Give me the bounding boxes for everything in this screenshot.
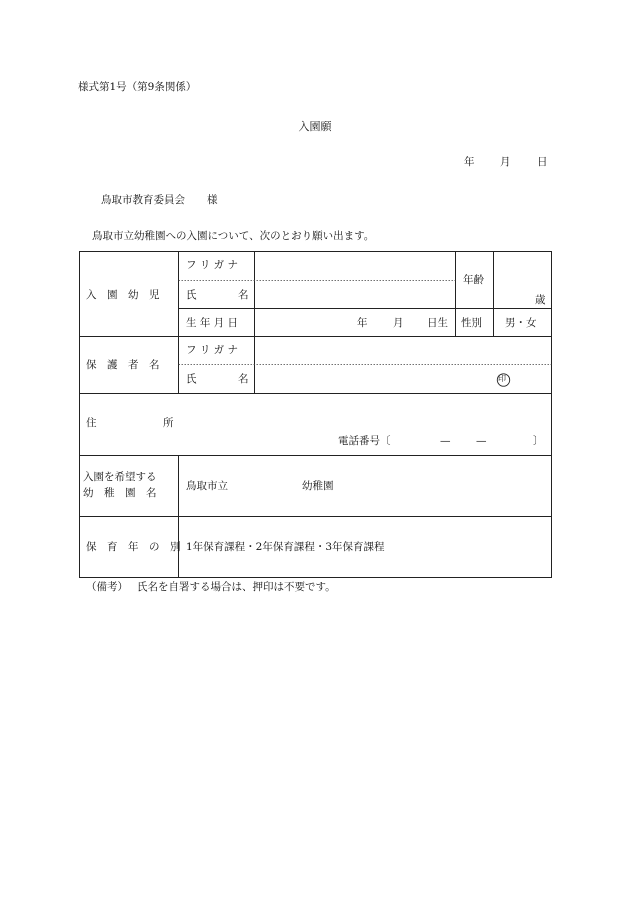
intro-text: 鳥取市立幼稚園への入園について、次のとおり願い出ます。 <box>92 230 375 242</box>
note-label: （備考） <box>86 581 128 593</box>
date-month-label: 月 <box>500 156 511 168</box>
date-year-label: 年 <box>464 156 475 168</box>
addressee: 鳥取市教育委員会 <box>101 194 185 206</box>
age-label: 年齢 <box>463 274 484 286</box>
birth-year-label: 年 <box>357 317 368 329</box>
sex-options[interactable]: 男・女 <box>505 317 537 329</box>
birth-month-label: 月 <box>393 317 404 329</box>
guardian-name-label-1: 氏 <box>186 373 197 385</box>
phone-dash-2: — <box>476 435 487 447</box>
guardian-section-label: 保 護 者 名 <box>86 359 160 371</box>
guardian-name-label-2: 名 <box>238 373 249 385</box>
address-label-1: 住 <box>86 417 97 429</box>
course-label: 保 育 年 の 別 <box>86 541 181 553</box>
child-name-field[interactable] <box>256 282 454 307</box>
child-furigana-field[interactable] <box>256 253 454 279</box>
date-day-label: 日 <box>537 156 548 168</box>
guardian-furigana-label: フ リ ガ ナ <box>186 344 239 356</box>
kindergarten-label-2: 幼 稚 園 名 <box>83 487 157 499</box>
course-options[interactable]: 1年保育課程・2年保育課程・3年保育課程 <box>186 541 385 553</box>
note-text: 氏名を自署する場合は、押印は不要です。 <box>137 581 336 593</box>
sex-label: 性別 <box>461 317 482 329</box>
phone-close-bracket: 〕 <box>533 435 544 447</box>
child-furigana-label: フ リ ガ ナ <box>186 259 239 271</box>
phone-label: 電話番号〔 <box>338 435 391 447</box>
birth-day-label: 日生 <box>427 317 448 329</box>
form-number: 様式第1号（第9条関係） <box>78 81 197 93</box>
form-title: 入園願 <box>298 120 332 133</box>
addressee-honorific: 様 <box>207 194 218 206</box>
kindergarten-label-1: 入園を希望する <box>83 471 157 483</box>
phone-dash-1: — <box>440 435 451 447</box>
kindergarten-suffix: 幼稚園 <box>302 480 334 492</box>
guardian-furigana-field[interactable] <box>256 338 550 363</box>
address-field[interactable] <box>180 395 550 425</box>
child-section-label: 入 園 幼 児 <box>86 289 160 301</box>
child-name-label-1: 氏 <box>186 289 197 301</box>
age-unit: 歳 <box>535 294 546 306</box>
address-label-2: 所 <box>163 417 174 429</box>
child-name-label-2: 名 <box>238 289 249 301</box>
kindergarten-name-field[interactable] <box>232 474 300 494</box>
kindergarten-prefix: 鳥取市立 <box>186 480 228 492</box>
birthdate-label: 生 年 月 日 <box>186 317 239 329</box>
seal-mark-text: 印 <box>498 374 506 383</box>
